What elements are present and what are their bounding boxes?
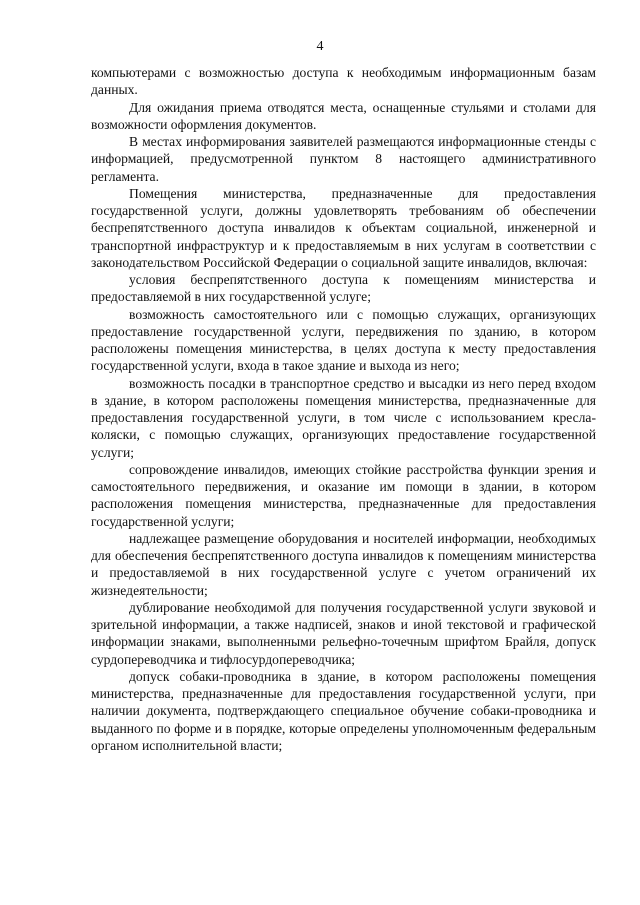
paragraph-access-conditions: условия беспрепятственного доступа к помещениям министерства и предоставляемой в них государственной услуге; (91, 272, 596, 305)
paragraph-waiting-area: Для ожидания приема отводятся места, оснащенные стульями и столами для возможности оформления документов. (91, 99, 596, 132)
paragraph-movement: возможность самостоятельного или с помощью служащих, организующих предоставление государственной услуги, передвижения по зданию, в котором расположены помещения министерства, в целях доступа к месту предоставления государственной услуги, входа в такое здание и выхода из него; (91, 306, 596, 374)
paragraph-info-stands: В местах информирования заявителей размещаются информационные стенды с информацией, предусмотренной пунктом 8 настоящего административного регламента. (91, 134, 596, 184)
document-body (91, 64, 596, 754)
paragraph-braille: дублирование необходимой для получения государственной услуги звуковой и зрительной информации, а также надписей, знаков и иной текстовой и графической информации знаками, выполненными рельефно-точечным шрифтом Брайля, допуск сурдопереводчика и тифлосурдопереводчика; (91, 599, 596, 667)
paragraph-escort: сопровождение инвалидов, имеющих стойкие расстройства функции зрения и самостоятельного передвижения, и оказание им помощи в здании, в котором расположения помещения министерства, предназначенные для предоставления государственной услуги; (91, 461, 596, 529)
paragraph-continuation: компьютерами с возможностью доступа к необходимым информационным базам данных. (91, 65, 596, 98)
paragraph-premises-requirements: Помещения министерства, предназначенные для предоставления государственной услуги, должны удовлетворять требованиям об обеспечении беспрепятственного доступа инвалидов к объектам социальной, инженерной и транспортной инфраструктур и к предоставляемым в них услугам в соответствии с законодательством Российской Федерации о социальной защите инвалидов, включая: (91, 185, 596, 270)
page-number: 4 (316, 39, 324, 54)
paragraph-equipment: надлежащее размещение оборудования и носителей информации, необходимых для обеспечения беспрепятственного доступа инвалидов к помещениям министерства и предоставляемой в них государственной услуге с учетом ограничений их жизнедеятельности; (91, 530, 596, 598)
paragraph-transport: возможность посадки в транспортное средство и высадки из него перед входом в здание, в котором расположены помещения министерства, предназначенные для предоставления государственной услуги, в том числе с использованием кресла-коляски, с помощью служащих, организующих предоставление государственной услуги; (91, 375, 596, 460)
paragraph-guide-dog: допуск собаки-проводника в здание, в котором расположены помещения министерства, предназначенные для предоставления государственной услуги, при наличии документа, подтверждающего специальное обучение собаки-проводника и выданного по форме и в порядке, которые определены уполномоченным федеральным органом исполнительной власти; (91, 668, 596, 753)
